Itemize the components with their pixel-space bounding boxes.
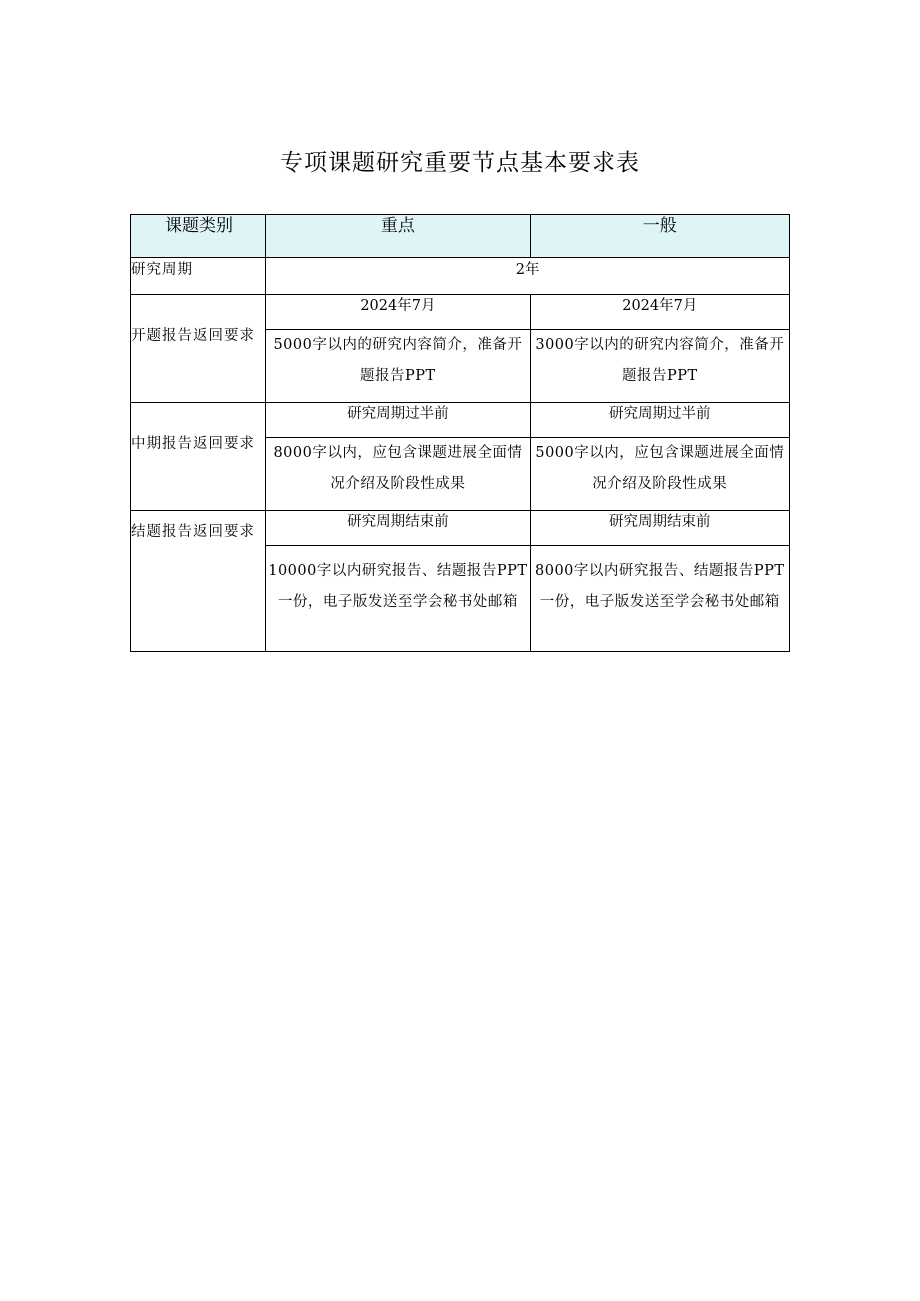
opening-general-content: 3000字以内的研究内容简介，准备开题报告PPT [530,330,789,403]
table-row-opening-date [131,295,790,330]
midterm-general-date: 研究周期过半前 [530,403,789,438]
page-title: 专项课题研究重要节点基本要求表 [280,150,640,176]
requirements-table [130,214,790,652]
period-label: 研究周期 [131,258,266,295]
final-key-content: 10000字以内研究报告、结题报告PPT一份，电子版发送至学会秘书处邮箱 [266,546,530,652]
final-general-date: 研究周期结束前 [530,511,789,546]
opening-general-date: 2024年7月 [530,295,789,330]
header-general: 一般 [530,215,789,258]
header-key: 重点 [266,215,530,258]
table-row-final-date [131,511,790,546]
final-label: 结题报告返回要求 [131,511,266,652]
midterm-label: 中期报告返回要求 [131,403,266,511]
opening-key-date: 2024年7月 [266,295,530,330]
table-row-midterm-date [131,403,790,438]
header-category: 课题类别 [131,215,266,258]
midterm-key-content: 8000字以内，应包含课题进展全面情况介绍及阶段性成果 [266,438,530,511]
midterm-key-date: 研究周期过半前 [266,403,530,438]
final-key-date: 研究周期结束前 [266,511,530,546]
table-row-period [131,258,790,295]
final-general-content: 8000字以内研究报告、结题报告PPT一份，电子版发送至学会秘书处邮箱 [530,546,789,652]
opening-label: 开题报告返回要求 [131,295,266,403]
table-header-row [131,215,790,258]
opening-key-content: 5000字以内的研究内容简介，准备开题报告PPT [266,330,530,403]
period-value: 2年 [266,258,790,295]
midterm-general-content: 5000字以内，应包含课题进展全面情况介绍及阶段性成果 [530,438,789,511]
